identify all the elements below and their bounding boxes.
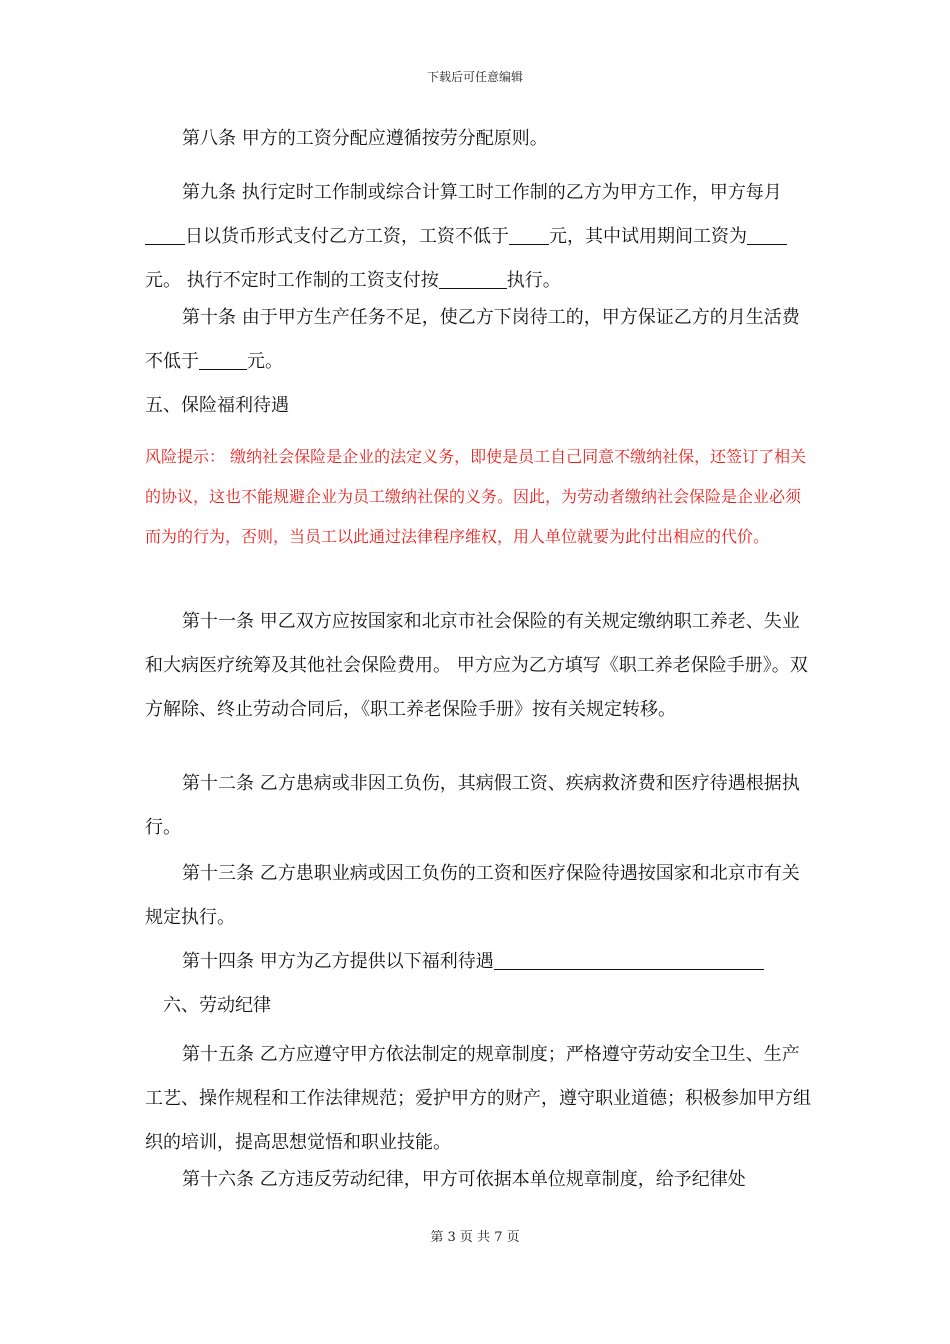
article-9-text-3: 元，其中试用期间工资为 [549,226,747,247]
risk-warning: 风险提示： 缴纳社会保险是企业的法定义务，即使是员工自己同意不缴纳社保，还签订了相关的协议，这也不能规避企业为员工缴纳社保的义务。因此，为劳动者缴纳社会保险是企业必须而为的行为，否则，当员工以此通过法律程序维权，用人单位就要为此付出相应的代价。 [145,447,807,546]
article-14 [145,940,813,984]
article-10-text-2: 元。 [247,351,283,372]
article-13: 第十三条 乙方患职业病或因工负伤的工资和医疗保险待遇按国家和北京市有关规定执行。 [145,863,800,928]
article-14-text: 第十四条 甲方为乙方提供以下福利待遇 [182,951,494,972]
page-footer: 第 3 页 共 7 页 [430,1230,520,1245]
blank-benefits [494,951,764,970]
article-10-text-1: 第十条 由于甲方生产任务不足，使乙方下岗待工的，甲方保证乙方的月生活费不低于 [145,307,800,372]
page-header: 下载后可任意编辑 [426,70,523,84]
blank-living-allowance [199,351,247,370]
section-6-heading: 六、劳动纪律 [163,995,271,1016]
blank-min-wage [509,226,549,245]
blank-pay-day [145,226,185,245]
article-9 [145,171,813,303]
article-9-text-2: 日以货币形式支付乙方工资，工资不低于 [185,226,509,247]
article-16: 第十六条 乙方违反劳动纪律，甲方可依据本单位规章制度，给予纪律处 [182,1169,746,1190]
section-5-heading: 五、保险福利待遇 [145,395,289,416]
blank-pay-method [439,270,507,289]
blank-trial-wage [747,226,787,245]
article-9-text-4: 元。 执行不定时工作制的工资支付按 [145,270,439,291]
article-9-text-5: 执行。 [506,270,561,291]
article-12: 第十二条 乙方患病或非因工负伤，其病假工资、疾病救济费和医疗待遇根据执行。 [145,773,800,838]
article-8: 第八条 甲方的工资分配应遵循按劳分配原则。 [182,128,548,149]
article-10 [145,296,813,384]
article-9-text-1: 第九条 执行定时工作制或综合计算工时工作制的乙方为甲方工作，甲方每月 [182,182,782,203]
article-15: 第十五条 乙方应遵守甲方依法制定的规章制度；严格遵守劳动安全卫生、生产工艺、操作规程和工作法律规范；爱护甲方的财产，遵守职业道德；积极参加甲方组织的培训，提高思想觉悟和职业技能。 [145,1044,811,1153]
article-11: 第十一条 甲乙双方应按国家和北京市社会保险的有关规定缴纳职工养老、失业和大病医疗统筹及其他社会保险费用。 甲方应为乙方填写《职工养老保险手册》。双方解除、终止劳动合同后，《职工养老保险手册》按有关规定转移。 [145,611,808,720]
